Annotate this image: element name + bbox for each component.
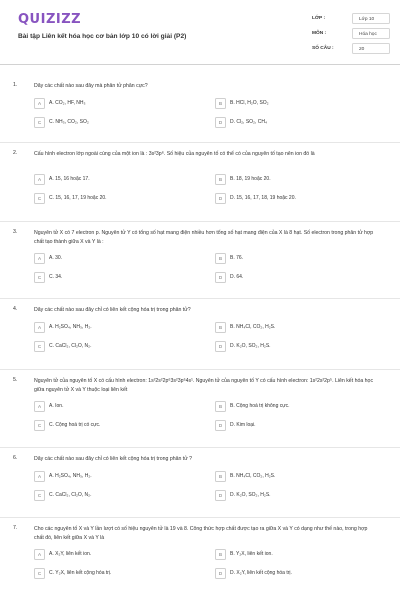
option-letter-box: A [34, 98, 45, 109]
option-letter-box: C [34, 490, 45, 501]
option-letter-box: C [34, 193, 45, 204]
option-text: D. Kim loại. [230, 422, 256, 428]
option-letter-box: D [215, 568, 226, 579]
option-d[interactable] [215, 419, 385, 431]
option-letter-box: C [34, 117, 45, 128]
option-letter-box: B [215, 174, 226, 185]
option-b[interactable] [215, 321, 385, 333]
question-text: Dãy các chất nào sau đây chỉ có liên kết cộng hóa trị trong phân tử? [34, 307, 191, 313]
question-separator [0, 447, 400, 448]
question-count-value: 20 [352, 43, 390, 54]
option-text: D. Cl₂, SO₂, CH₄ [230, 119, 268, 125]
option-text: C. CaCl₂, Cl₂O, N₂. [49, 343, 92, 349]
quizizz-logo: QUIZIZZ [18, 12, 82, 27]
option-letter-box: D [215, 193, 226, 204]
question-number: 5. [13, 377, 18, 383]
option-letter-box: D [215, 420, 226, 431]
option-letter-box: C [34, 420, 45, 431]
question-text: Cấu hình electron lớp ngoài cùng của một ion là : 3s²3p⁶. Số hiệu của nguyên tố có thể có của nguyên tố tạo nên ion đó là [34, 151, 315, 157]
worksheet-header [0, 0, 400, 65]
option-text: D. X₂Y, liên kết cộng hóa trị. [230, 570, 292, 576]
option-c[interactable] [34, 567, 206, 579]
option-text: C. 34. [49, 274, 63, 280]
option-c[interactable] [34, 489, 206, 501]
option-text: B. 18, 19 hoặc 20. [230, 176, 271, 182]
question-number: 4. [13, 306, 18, 312]
option-c[interactable] [34, 192, 206, 204]
option-d[interactable] [215, 489, 385, 501]
question-separator [0, 298, 400, 299]
option-b[interactable] [215, 97, 385, 109]
grade-row [312, 13, 390, 24]
option-a[interactable] [34, 470, 206, 482]
option-b[interactable] [215, 173, 385, 185]
option-d[interactable] [215, 567, 385, 579]
option-b[interactable] [215, 470, 385, 482]
option-c[interactable] [34, 116, 206, 128]
option-text: A. 30. [49, 255, 63, 261]
option-letter-box: D [215, 272, 226, 283]
grade-label: LỚP : [312, 16, 326, 21]
option-text: C. Cộng hoá trị có cực. [49, 422, 101, 428]
subject-row [312, 28, 390, 39]
option-letter-box: A [34, 401, 45, 412]
option-letter-box: D [215, 490, 226, 501]
option-text: A. Ion. [49, 403, 64, 409]
option-letter-box: C [34, 341, 45, 352]
option-d[interactable] [215, 116, 385, 128]
option-a[interactable] [34, 252, 206, 264]
option-letter-box: B [215, 322, 226, 333]
option-letter-box: B [215, 549, 226, 560]
option-text: B. 76. [230, 255, 244, 261]
question-separator [0, 369, 400, 370]
option-d[interactable] [215, 271, 385, 283]
option-text: D. K₂O, SO₂, H₂S. [230, 492, 271, 498]
option-text: C. NH₃, CO₂, SO₂ [49, 119, 89, 125]
option-letter-box: C [34, 272, 45, 283]
question-separator [0, 221, 400, 222]
option-text: B. Y₂X, liên kết ion. [230, 551, 273, 557]
option-text: A. CO₂, HF, NH₃ [49, 100, 86, 106]
option-text: A. 15, 16 hoặc 17. [49, 176, 90, 182]
option-text: B. HCl, H₂O, SO₂ [230, 100, 269, 106]
option-text: D. 15, 16, 17, 18, 19 hoặc 20. [230, 195, 296, 201]
option-text: C. Y₂X, liên kết cộng hóa trị. [49, 570, 112, 576]
question-text: Cho các nguyên tố X và Y lần lượt có số hiệu nguyên tử là 19 và 8. Công thức hợp chất được tạo ra giữa X và Y có dạng như thế nào, trong hợp chất đó, liên kết giữa X và Y là [34, 526, 368, 541]
option-c[interactable] [34, 340, 206, 352]
option-a[interactable] [34, 321, 206, 333]
option-text: B. NH₄Cl, CO₂, H₂S. [230, 324, 276, 330]
question-number: 6. [13, 455, 18, 461]
question-text: Dãy các chất nào sau đây chỉ có liên kết cộng hóa trị trong phân tử ? [34, 456, 193, 462]
header-divider [0, 64, 400, 65]
question-text: Nguyên tử X có 7 electron p. Nguyên tử Y có tổng số hạt mang điện nhiều hơn tổng số hạt mang điện của X là 8 hạt. Số electron trong phân tử hợp chất tạo thành giữa X và Y là : [34, 230, 374, 245]
question-count-row [312, 43, 390, 54]
option-a[interactable] [34, 548, 206, 560]
question-number: 3. [13, 229, 18, 235]
option-letter-box: A [34, 471, 45, 482]
option-text: A. H₂SO₄, NH₃, H₂. [49, 324, 92, 330]
question-text: Nguyên tử của nguyên tố X có cấu hình electron: 1s²2s²2p⁶3s²3p⁶4s¹. Nguyên tử của nguyên tố Y có cấu hình electron: 1s²2s²2p⁵. Liên kết hóa học giữa nguyên tử X và Y thuộc loại liên kết [34, 378, 374, 393]
option-a[interactable] [34, 97, 206, 109]
question-number: 2. [13, 150, 18, 156]
option-letter-box: A [34, 322, 45, 333]
question-count-label: SỐ CÂU : [312, 46, 334, 51]
grade-value: Lớp 10 [352, 13, 390, 24]
question-number: 1. [13, 82, 18, 88]
option-b[interactable] [215, 400, 385, 412]
subject-value: Hóa học [352, 28, 390, 39]
option-letter-box: A [34, 174, 45, 185]
option-letter-box: B [215, 471, 226, 482]
option-a[interactable] [34, 173, 206, 185]
option-d[interactable] [215, 340, 385, 352]
option-text: A. X₂Y, liên kết ion. [49, 551, 92, 557]
option-text: B. Cộng hoá trị không cực. [230, 403, 290, 409]
option-b[interactable] [215, 548, 385, 560]
question-separator [0, 517, 400, 518]
option-d[interactable] [215, 192, 385, 204]
worksheet-title: Bài tập Liên kết hóa học cơ bản lớp 10 có lời giải (P2) [18, 33, 187, 40]
question-number: 7. [13, 525, 18, 531]
option-letter-box: B [215, 98, 226, 109]
option-text: D. K₂O, SO₂, H₂S. [230, 343, 271, 349]
option-letter-box: A [34, 549, 45, 560]
option-letter-box: D [215, 341, 226, 352]
option-letter-box: B [215, 401, 226, 412]
option-letter-box: B [215, 253, 226, 264]
option-c[interactable] [34, 271, 206, 283]
option-text: C. 15, 16, 17, 19 hoặc 20. [49, 195, 107, 201]
option-b[interactable] [215, 252, 385, 264]
option-text: B. NH₄Cl, CO₂, H₂S. [230, 473, 276, 479]
option-text: C. CaCl₂, Cl₂O, N₂. [49, 492, 92, 498]
option-letter-box: D [215, 117, 226, 128]
question-text: Dãy các chất nào sau đây mà phân tử phân cực? [34, 83, 148, 89]
subject-label: MÔN : [312, 31, 327, 36]
question-separator [0, 142, 400, 143]
option-text: D. 64. [230, 274, 244, 280]
option-letter-box: A [34, 253, 45, 264]
option-a[interactable] [34, 400, 206, 412]
option-letter-box: C [34, 568, 45, 579]
option-c[interactable] [34, 419, 206, 431]
option-text: A. H₂SO₄, NH₃, H₂. [49, 473, 92, 479]
